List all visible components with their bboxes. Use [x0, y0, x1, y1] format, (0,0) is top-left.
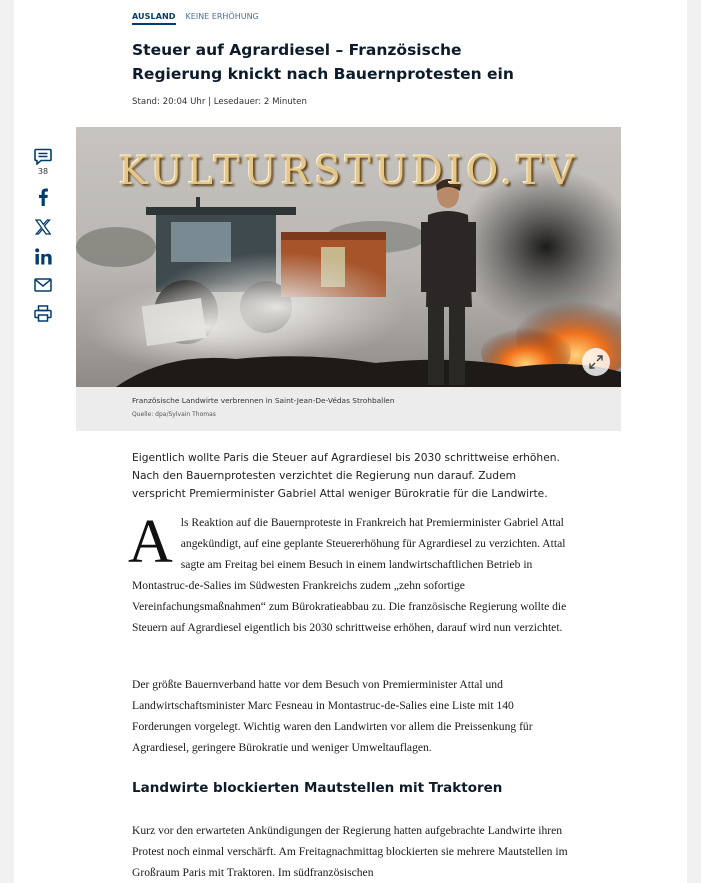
headline: Steuer auf Agrardiesel – Französische Regierung knickt nach Bauernprotesten ein	[132, 41, 514, 83]
image-source: Quelle: dpa/Sylvain Thomas	[132, 411, 216, 418]
caption-text: Französische Landwirte verbrennen in Saint-Jean-De-Védas Strohballen	[132, 396, 395, 405]
hero-image[interactable]	[76, 127, 621, 387]
section-heading: Landwirte blockierten Mautstellen mit Traktoren	[132, 780, 503, 796]
topic-link[interactable]: AUSLAND	[132, 12, 176, 25]
paragraph-1-text: ls Reaktion auf die Bauernproteste in Frankreich hat Premierminister Gabriel Attal angekündigt, auf eine geplante Steuererhöhung für Agrardiesel zu verzichten. Attal sagte am Freitag bei einem Besuch in einem landwirtschaftlichen Betrieb in Montastruc-de-Salies im Südwesten Frankreichs zudem „zehn sofortige Vereinfachungsmaßnahmen“ zum Bürokratieabbau zu. Die französische Regierung wollte die Steuern auf Agrardiesel eigentlich bis 2030 schrittweise erhöhen, darauf wird nun verzichtet.	[132, 516, 567, 634]
paragraph-2: Der größte Bauernverband hatte vor dem Besuch von Premierminister Attal und Landwirtschaftsminister Marc Fesneau in Montastruc-de-Salies eine Liste mit 140 Forderungen vorgelegt. Wichtig waren den Landwirten vor allem die Preissenkung für Agrardiesel, geringere Bürokratie und weniger Umweltauflagen.	[132, 678, 533, 754]
article-meta: Stand: 20:04 Uhr | Lesedauer: 2 Minuten	[132, 97, 307, 107]
linkedin-icon[interactable]	[35, 248, 52, 265]
kicker	[132, 12, 259, 25]
image-caption	[76, 387, 621, 431]
expand-icon	[589, 355, 603, 369]
comment-icon[interactable]	[34, 148, 52, 165]
print-icon[interactable]	[34, 305, 52, 322]
drop-cap: A	[128, 508, 173, 576]
comment-count: 38	[37, 167, 49, 176]
mail-icon[interactable]	[34, 278, 52, 292]
facebook-icon[interactable]	[37, 188, 49, 206]
paragraph-3: Kurz vor den erwarteten Ankündigungen der Regierung hatten aufgebrachte Landwirte ihren Protest noch einmal verschärft. Am Freitagnachmittag blockierten sie mehrere Mautstellen im Großraum Paris mit Traktoren. Im südfranzösischen	[132, 824, 568, 879]
topic-tag: KEINE ERHÖHUNG	[185, 12, 259, 21]
share-bar	[32, 148, 54, 322]
expand-image-button[interactable]	[582, 348, 610, 376]
article-lead: Eigentlich wollte Paris die Steuer auf Agrardiesel bis 2030 schrittweise erhöhen. Nach den Bauernprotesten verzichtet die Regierung nun darauf. Zudem verspricht Premierminister Gabriel Attal weniger Bürokratie für die Landwirte.	[132, 451, 560, 500]
x-icon[interactable]	[35, 219, 51, 235]
paragraph-1	[128, 508, 572, 638]
watermark: KULTURSTUDIO.TV	[118, 149, 579, 194]
article-page	[14, 0, 687, 883]
